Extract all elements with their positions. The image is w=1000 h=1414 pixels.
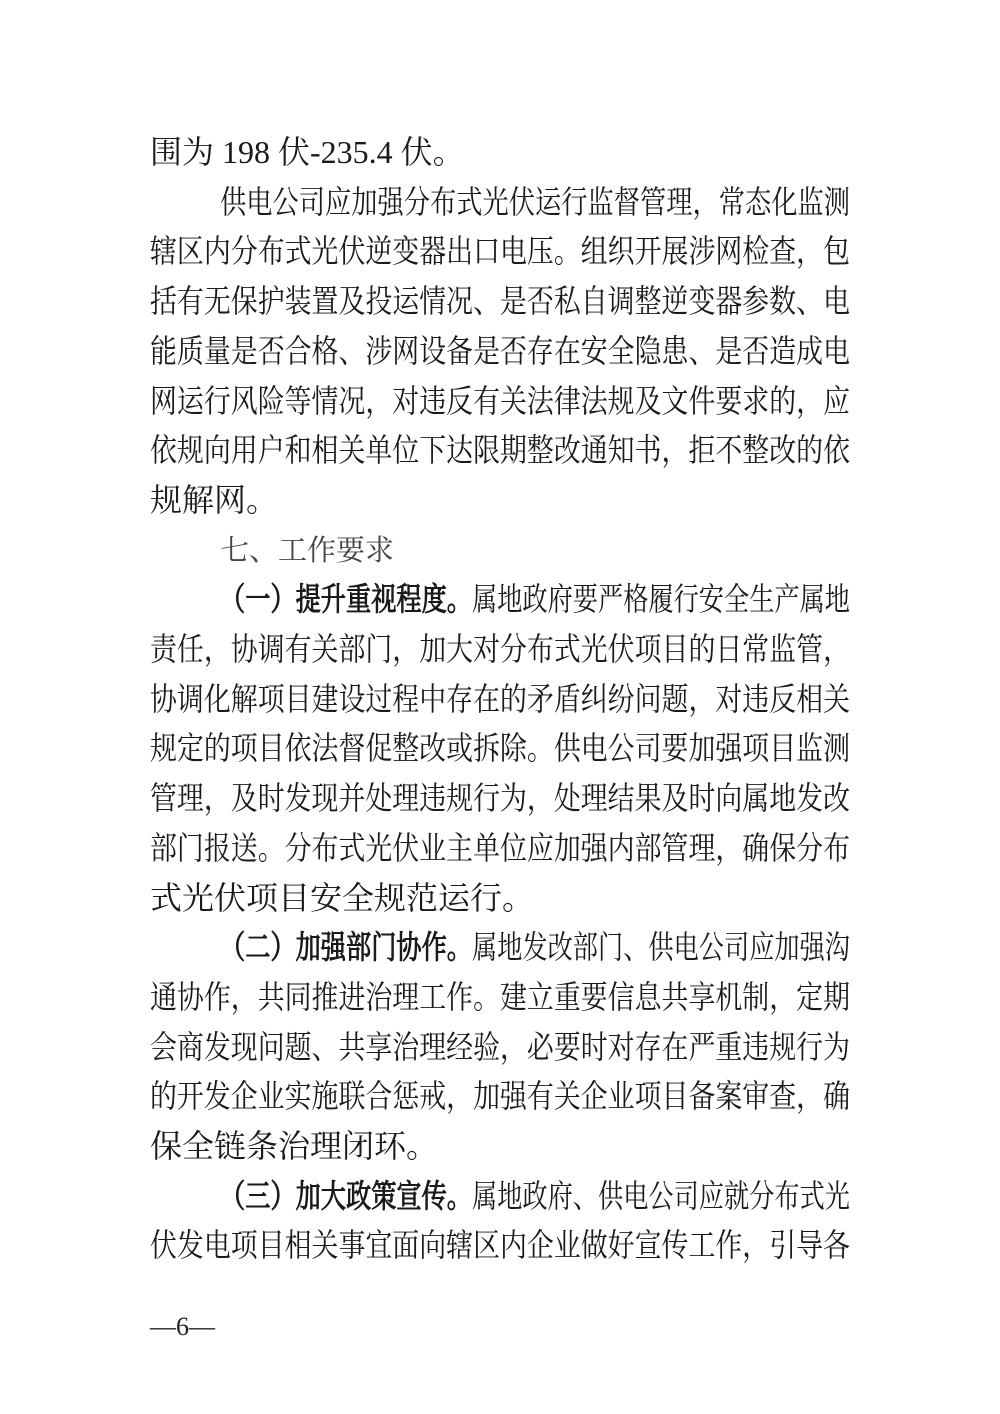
line-text: 辖区内分布式光伏逆变器出口电压。组织开展涉网检查，包 [150,232,850,271]
line-text: 网运行风险等情况，对违反有关法律法规及文件要求的，应 [150,381,850,420]
line-text: 围为 198 伏-235.4 伏。 [150,134,465,170]
paragraph-line [150,977,850,1017]
paragraph-line [150,182,850,222]
paragraph-line [150,281,850,321]
line-text: 会商发现问题、共享治理经验，必要时对存在严重违规行为 [150,1027,850,1066]
paragraph-line [150,679,850,719]
line-content [150,281,850,321]
paragraph-line [150,331,850,371]
line-text: 的开发企业实施联合惩戒，加强有关企业项目备案审查，确 [150,1077,850,1116]
line-text: 供电公司应加强分布式光伏运行监督管理，常态化监测 [220,182,850,221]
line-text: 括有无保护装置及投运情况、是否私自调整逆变器参数、电 [150,282,850,321]
line-content [150,1225,850,1265]
line-text: 能质量是否合格、涉网设备是否存在安全隐患、是否造成电 [150,331,850,370]
line-content [150,878,534,918]
line-content [150,728,850,768]
paragraph-line [150,778,850,818]
line-content [150,1126,438,1166]
paragraph-line [150,927,850,967]
line-text: 属地发改部门、供电公司应加强沟 [472,928,850,967]
line-content [150,1076,850,1116]
line-text: 协调化解项目建设过程中存在的矛盾纠纷问题，对违反相关 [150,679,850,718]
paragraph-lead-title: （二）加强部门协作。 [220,928,473,967]
paragraph-line [150,480,850,520]
line-text: 规定的项目依法督促整改或拆除。供电公司要加强项目监测 [150,729,850,768]
line-content [150,132,465,172]
line-text: 管理，及时发现并处理违规行为，处理结果及时向属地发改 [150,779,850,818]
line-text: 依规向用户和相关单位下达限期整改通知书，拒不整改的依 [150,431,850,470]
line-text: 属地政府要严格履行安全生产属地 [472,580,850,619]
paragraph-line [150,828,850,868]
line-text: 七、工作要求 [220,532,395,567]
line-content [220,927,850,967]
paragraph-line [150,381,850,421]
line-content [220,579,850,619]
paragraph-line [150,1076,850,1116]
line-content [150,430,850,470]
paragraph-line [150,1027,850,1067]
line-content [150,679,850,719]
paragraph-lead-title: （三）加大政策宣传。 [220,1176,473,1215]
line-text: 部门报送。分布式光伏业主单位应加强内部管理，确保分布 [150,828,850,867]
paragraph-line [150,132,850,172]
line-content [150,381,850,421]
paragraph-line [150,1126,850,1166]
line-text: 式光伏项目安全规范运行。 [150,878,535,917]
paragraph-line [150,878,850,918]
line-text: 伏发电项目相关事宜面向辖区内企业做好宣传工作，引导各 [150,1226,850,1265]
line-content [150,629,850,669]
line-content [150,828,850,868]
page-number: —6— [150,1312,215,1341]
line-content [150,1027,850,1067]
line-content [220,182,850,222]
line-text: 属地政府、供电公司应就分布式光 [472,1176,850,1215]
line-text: 规解网。 [150,480,279,519]
paragraph-line [150,629,850,669]
paragraph-line [150,1225,850,1265]
line-content [150,778,850,818]
line-text: 保全链条治理闭环。 [150,1127,439,1165]
section-heading [150,530,850,570]
paragraph-line [150,231,850,271]
line-content [150,331,850,371]
line-content [150,231,850,271]
line-text: 通协作，共同推进治理工作。建立重要信息共享机制，定期 [150,977,850,1016]
paragraph-line [150,728,850,768]
paragraph-line [150,1176,850,1216]
line-content [150,480,278,520]
line-content [150,977,850,1017]
paragraph-line [150,579,850,619]
line-content [220,1176,850,1216]
line-content [220,530,394,570]
paragraph-line [150,430,850,470]
line-text: 责任，协调有关部门，加大对分布式光伏项目的日常监管， [150,630,850,668]
paragraph-lead-title: （一）提升重视程度。 [220,580,473,619]
